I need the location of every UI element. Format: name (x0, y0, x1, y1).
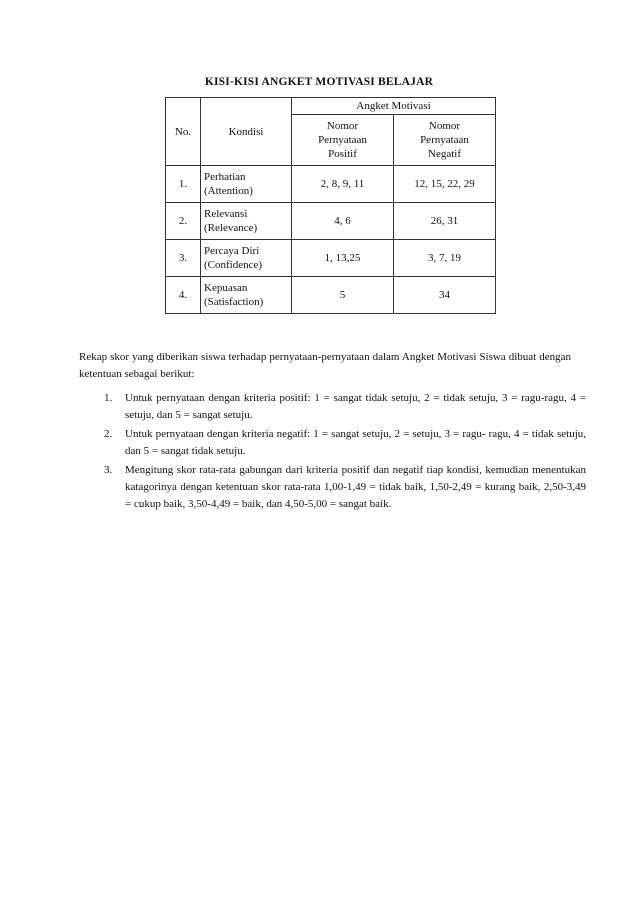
header-angket-motivasi: Angket Motivasi (292, 98, 496, 115)
row-positif: 4, 6 (292, 203, 394, 240)
list-item (104, 462, 586, 513)
table-row (166, 166, 496, 203)
kondisi-name: Kepuasan (204, 282, 248, 294)
table-row (166, 203, 496, 240)
row-kondisi (201, 203, 292, 240)
list-number: 1. (104, 392, 113, 404)
row-positif: 2, 8, 9, 11 (292, 166, 394, 203)
kisi-kisi-table (165, 97, 496, 314)
kondisi-english: (Satisfaction) (204, 296, 264, 308)
row-positif: 1, 13,25 (292, 240, 394, 277)
list-item (104, 390, 586, 424)
row-negatif: 3, 7, 19 (394, 240, 496, 277)
row-positif: 5 (292, 277, 394, 314)
header-negatif-line: Negatif (428, 148, 461, 160)
row-kondisi (201, 277, 292, 314)
row-negatif: 34 (394, 277, 496, 314)
kondisi-name: Percaya Diri (204, 245, 260, 257)
row-negatif: 12, 15, 22, 29 (394, 166, 496, 203)
list-text: Untuk pernyataan dengan kriteria negatif: 1 = sangat setuju, 2 = setuju, 3 = ragu- ragu, 4 = tidak setuju, dan 5 = sangat tidak setuju. (125, 428, 586, 457)
kondisi-name: Perhatian (204, 171, 246, 183)
table-row (166, 240, 496, 277)
document-title: KISI-KISI ANGKET MOTIVASI BELAJAR (204, 76, 434, 88)
rules-list (104, 390, 586, 515)
row-kondisi (201, 240, 292, 277)
kondisi-name: Relevansi (204, 208, 248, 220)
header-positif-line: Nomor (326, 120, 359, 132)
header-negatif-line: Nomor (428, 120, 461, 132)
list-item (104, 426, 586, 460)
list-text: Mengitung skor rata-rata gabungan dari kriteria positif dan negatif tiap kondisi, kemudian menentukan katagorinya dengan ketentuan skor rata-rata 1,00-1,49 = tidak baik, 1,50-2,49 = kurang baik, 2,50-3,49 = cukup baik, 3,50-4,49 = baik, dan 4,50-5,00 = sangat baik. (125, 464, 586, 510)
kondisi-english: (Attention) (204, 185, 253, 197)
header-negatif (394, 115, 496, 166)
row-kondisi (201, 166, 292, 203)
list-text: Untuk pernyataan dengan kriteria positif: 1 = sangat tidak setuju, 2 = tidak setuju, 3 = ragu-ragu, 4 = setuju, dan 5 = sangat setuju. (125, 392, 586, 421)
header-positif (292, 115, 394, 166)
row-negatif: 26, 31 (394, 203, 496, 240)
list-number: 3. (104, 464, 113, 476)
intro-paragraph: Rekap skor yang diberikan siswa terhadap pernyataan-pernyataan dalam Angket Motivasi Siswa dibuat dengan ketentuan sebagai berikut: (79, 351, 571, 380)
list-number: 2. (104, 428, 113, 440)
header-kondisi: Kondisi (201, 98, 292, 166)
header-no: No. (166, 98, 201, 166)
header-positif-line: Pernyataan (318, 134, 367, 146)
table-row (166, 277, 496, 314)
row-no: 2. (166, 203, 201, 240)
kondisi-english: (Relevance) (204, 222, 258, 234)
kondisi-english: (Confidence) (204, 259, 263, 271)
row-no: 3. (166, 240, 201, 277)
row-no: 4. (166, 277, 201, 314)
header-positif-line: Positif (328, 148, 357, 160)
header-negatif-line: Pernyataan (420, 134, 469, 146)
row-no: 1. (166, 166, 201, 203)
